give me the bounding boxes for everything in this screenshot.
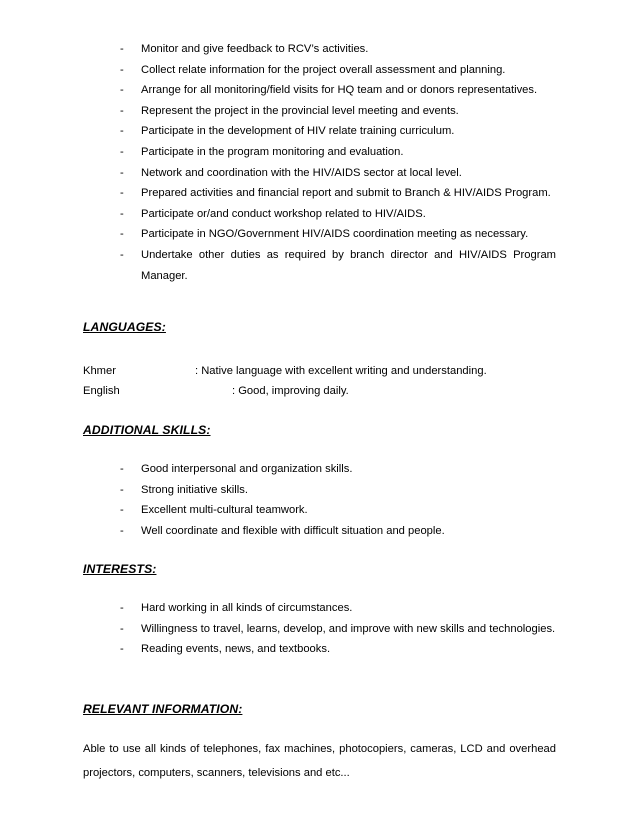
list-item — [118, 142, 556, 163]
interests-list — [118, 598, 556, 660]
language-level: : Good, improving daily. — [232, 385, 349, 397]
list-item-text: Participate in NGO/Government HIV/AIDS coordination meeting as necessary. — [141, 228, 529, 241]
list-item-text: Excellent multi-cultural teamwork. — [141, 504, 308, 517]
list-item — [118, 39, 556, 60]
bullet-dash: - — [120, 524, 124, 537]
list-item — [118, 500, 556, 521]
list-item — [118, 619, 556, 640]
list-item-text: Participate in the development of HIV relate training curriculum. — [141, 125, 455, 138]
list-item-text: Arrange for all monitoring/field visits for HQ team and or donors representatives. — [141, 84, 538, 97]
list-item-text: Participate or/and conduct workshop related to HIV/AIDS. — [141, 207, 426, 220]
bullet-dash: - — [120, 483, 124, 496]
bullet-dash: - — [120, 207, 124, 220]
list-item-text: Participate in the program monitoring and evaluation. — [141, 145, 404, 158]
interests-heading: INTERESTS: — [83, 562, 157, 576]
list-item-text: Hard working in all kinds of circumstances. — [141, 602, 353, 614]
list-item-text: Good interpersonal and organization skills. — [141, 463, 353, 475]
bullet-dash: - — [120, 187, 124, 200]
language-level: : Native language with excellent writing and understanding. — [195, 365, 487, 377]
list-item — [118, 183, 556, 204]
list-item-text: Well coordinate and flexible with difficult situation and people. — [141, 524, 445, 537]
bullet-dash: - — [120, 228, 124, 241]
skills-list — [118, 459, 556, 541]
list-item-text: Willingness to travel, learns, develop, and improve with new skills and technologies. — [141, 622, 556, 635]
list-item — [118, 60, 556, 81]
list-item — [118, 163, 556, 184]
list-item-text: Represent the project in the provincial level meeting and events. — [141, 104, 459, 117]
bullet-dash: - — [120, 104, 124, 117]
list-item — [118, 224, 556, 245]
list-item — [118, 639, 556, 660]
bullet-dash: - — [120, 84, 124, 97]
list-item — [118, 598, 556, 619]
list-item-text: Undertake other duties as required by branch director and HIV/AIDS Program Manager. — [141, 248, 556, 282]
list-item-text: Strong initiative skills. — [141, 483, 248, 496]
list-item — [118, 459, 556, 480]
bullet-dash: - — [120, 63, 124, 76]
bullet-dash: - — [120, 248, 124, 261]
bullet-dash: - — [120, 643, 124, 656]
list-item — [118, 521, 556, 542]
list-item-text: Prepared activities and financial report and submit to Branch & HIV/AIDS Program. — [141, 187, 551, 200]
bullet-dash: - — [120, 166, 124, 179]
list-item-text: Network and coordination with the HIV/AIDS sector at local level. — [141, 166, 462, 179]
bullet-dash: - — [120, 145, 124, 158]
list-item — [118, 480, 556, 501]
list-item — [118, 204, 556, 225]
list-item — [118, 101, 556, 122]
languages-heading: LANGUAGES: — [83, 320, 166, 334]
list-item-text: Monitor and give feedback to RCV’s activities. — [141, 43, 369, 55]
bullet-dash: - — [120, 463, 124, 475]
bullet-dash: - — [120, 622, 124, 635]
list-item — [118, 121, 556, 142]
additional-skills-heading: ADDITIONAL SKILLS: — [83, 423, 211, 437]
list-item-text: Reading events, news, and textbooks. — [141, 643, 331, 656]
language-name: English — [83, 385, 120, 397]
list-item-text: Collect relate information for the project overall assessment and planning. — [141, 63, 506, 76]
bullet-dash: - — [120, 43, 124, 55]
relevant-information-text: Able to use all kinds of telephones, fax machines, photocopiers, cameras, LCD and overhead projectors, computers, scanners, televisions and etc... — [83, 743, 556, 779]
bullet-dash: - — [120, 504, 124, 517]
list-item — [118, 245, 556, 286]
relevant-information-heading: RELEVANT INFORMATION: — [83, 702, 243, 716]
bullet-dash: - — [120, 602, 124, 614]
list-item — [118, 80, 556, 101]
language-name: Khmer — [83, 365, 116, 377]
bullet-dash: - — [120, 125, 124, 138]
duties-list — [118, 39, 556, 286]
